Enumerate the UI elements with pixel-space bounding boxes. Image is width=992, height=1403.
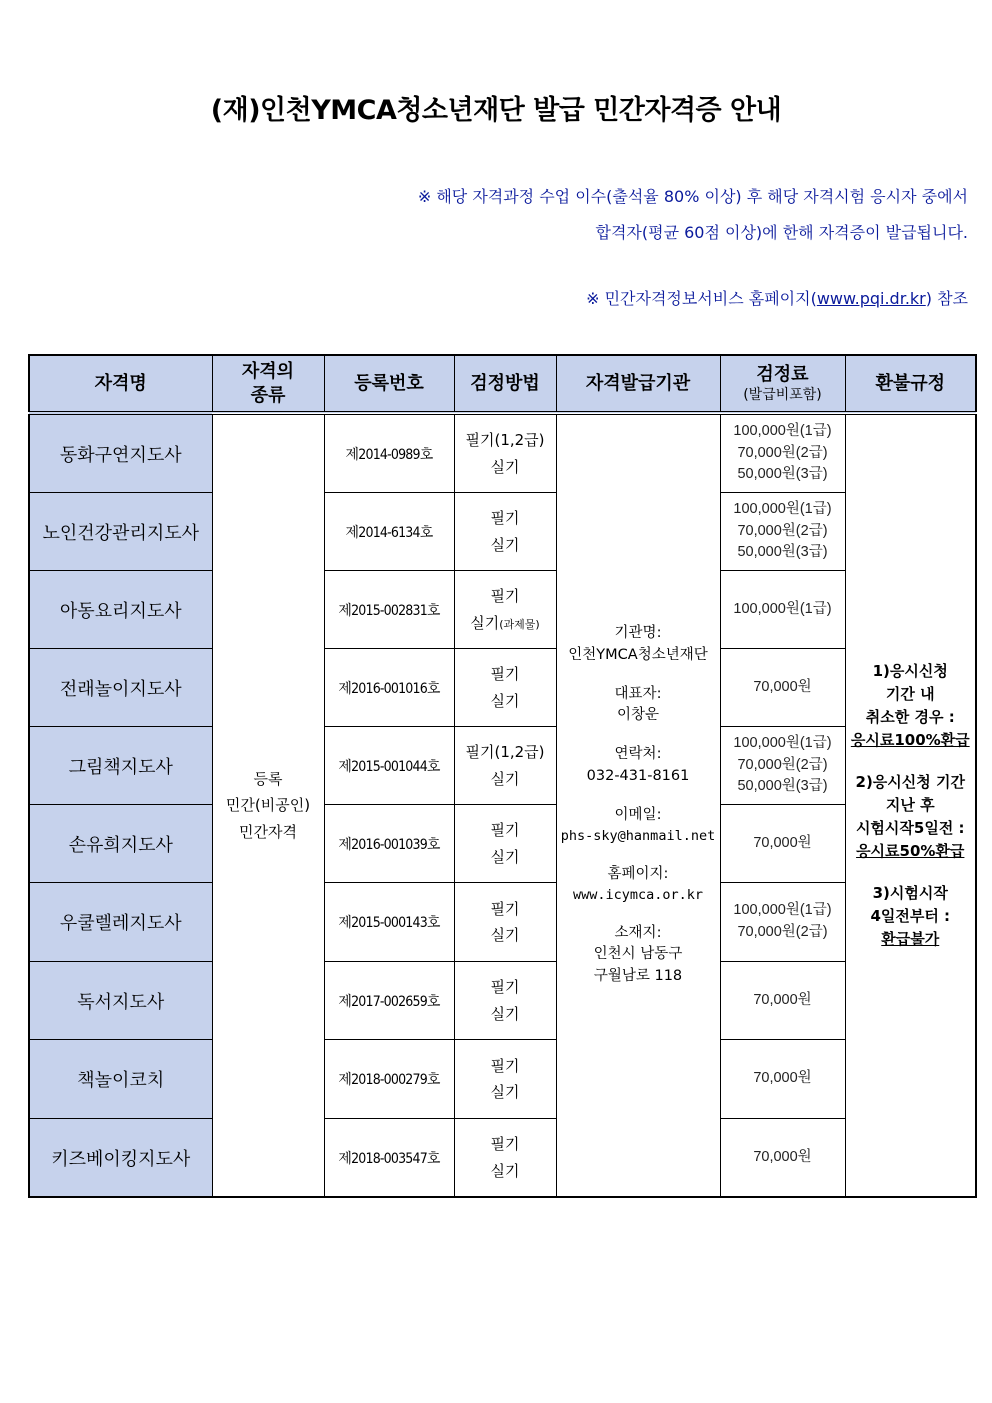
method-practical-line bbox=[455, 610, 556, 636]
method-practical-line bbox=[455, 1158, 556, 1184]
exam-method bbox=[454, 727, 556, 805]
method-practical: 실기 bbox=[490, 691, 520, 710]
org-name-label: 기관명: bbox=[614, 625, 662, 642]
org-rep: 이창운 bbox=[616, 707, 660, 724]
org-email[interactable]: phs-sky@hanmail.net bbox=[560, 828, 716, 845]
org-contact: 032-431-8161 bbox=[586, 767, 690, 784]
fee-item: 70,000원 bbox=[753, 991, 812, 1008]
spacer bbox=[557, 788, 720, 805]
registration-number: 제2016-001016호 bbox=[324, 649, 454, 727]
cert-type-line2: 민간(비공인) bbox=[225, 796, 311, 815]
fee-item: 50,000원(3급) bbox=[737, 466, 828, 483]
registration-number: 제2014-0989호 bbox=[324, 413, 454, 493]
exam-fee bbox=[720, 413, 845, 493]
method-practical: 실기 bbox=[490, 1083, 520, 1101]
method-written: 필기(1,2급) bbox=[465, 743, 545, 762]
fee-item: 50,000원(3급) bbox=[737, 544, 828, 561]
exam-method bbox=[454, 1040, 556, 1119]
exam-method bbox=[454, 571, 556, 649]
cert-name: 손유희지도사 bbox=[29, 805, 212, 883]
table-row bbox=[29, 1040, 976, 1119]
notice-suffix: ) 참조 bbox=[925, 289, 968, 308]
method-practical-line bbox=[455, 1001, 556, 1027]
method-practical: 실기 bbox=[490, 1161, 520, 1180]
fee-item: 100,000원(1급) bbox=[733, 902, 832, 919]
table-row bbox=[29, 649, 976, 727]
refund-policy-cell bbox=[845, 413, 976, 1197]
exam-fee bbox=[720, 805, 845, 883]
header-name: 자격명 bbox=[29, 355, 212, 413]
cert-name: 아동요리지도사 bbox=[29, 571, 212, 649]
fee-item: 100,000원(1급) bbox=[733, 500, 832, 517]
header-type bbox=[212, 355, 324, 413]
refund-r2-line3: 시험시작5일전 : bbox=[855, 819, 965, 838]
method-practical-line bbox=[455, 532, 556, 558]
registration-number: 제2015-000143호 bbox=[324, 883, 454, 962]
fee-item: 100,000원(1급) bbox=[733, 422, 832, 439]
org-homepage[interactable]: www.icymca.or.kr bbox=[572, 887, 704, 904]
exam-fee bbox=[720, 493, 845, 571]
method-practical: 실기 bbox=[490, 926, 520, 944]
cert-name: 독서지도사 bbox=[29, 962, 212, 1040]
cert-name: 동화구연지도사 bbox=[29, 413, 212, 493]
registration-number: 제2017-002659호 bbox=[324, 962, 454, 1040]
refund-r3-line3: 환급불가 bbox=[881, 930, 940, 949]
fee-item: 70,000원(2급) bbox=[737, 444, 828, 461]
exam-fee bbox=[720, 883, 845, 962]
cert-type-line1: 등록 bbox=[253, 770, 283, 789]
header-row bbox=[29, 355, 976, 413]
refund-r1-line3: 취소한 경우 : bbox=[865, 708, 955, 727]
fee-item: 70,000원(2급) bbox=[737, 756, 828, 773]
spacer bbox=[557, 727, 720, 744]
spacer bbox=[846, 864, 976, 882]
notice-prefix: ※ 민간자격정보서비스 홈페이지( bbox=[586, 289, 817, 308]
exam-method bbox=[454, 649, 556, 727]
refund-r2-line1: 2)응시신청 기간 bbox=[855, 772, 965, 791]
refund-r2-line2: 지난 후 bbox=[885, 795, 935, 814]
cert-name: 그림책지도사 bbox=[29, 727, 212, 805]
pqi-link[interactable]: www.pqi.dr.kr bbox=[816, 289, 926, 308]
method-practical-line bbox=[455, 766, 556, 792]
exam-method bbox=[454, 413, 556, 493]
exam-fee bbox=[720, 1119, 845, 1198]
registration-number: 제2018-000279호 bbox=[324, 1040, 454, 1119]
registration-number: 제2018-003547호 bbox=[324, 1119, 454, 1198]
spacer bbox=[557, 906, 720, 923]
method-practical-line bbox=[455, 454, 556, 480]
refund-r3-line2: 4일전부터 : bbox=[870, 906, 951, 925]
spacer bbox=[557, 847, 720, 864]
header-type-line1: 자격의 bbox=[241, 361, 295, 383]
page-title: (재)인천YMCA청소년재단 발급 민간자격증 안내 bbox=[210, 95, 782, 126]
fee-item: 70,000원 bbox=[753, 834, 812, 851]
exam-fee bbox=[720, 1040, 845, 1119]
fee-item: 100,000원(1급) bbox=[733, 600, 832, 617]
registration-number: 제2015-001044호 bbox=[324, 727, 454, 805]
refund-r1-line4: 응시료100%환급 bbox=[850, 731, 970, 750]
method-practical-line bbox=[455, 844, 556, 870]
method-practical: 실기 bbox=[490, 1004, 520, 1023]
method-written: 필기 bbox=[490, 978, 520, 997]
method-practical: 실기 bbox=[490, 847, 520, 866]
issuing-org-cell bbox=[556, 413, 720, 1197]
cert-name: 전래놀이지도사 bbox=[29, 649, 212, 727]
exam-method bbox=[454, 493, 556, 571]
notice-line-2: 합격자(평균 60점 이상)에 한해 자격증이 발급됩니다. bbox=[595, 223, 968, 242]
org-address-line1: 인천시 남동구 bbox=[593, 946, 683, 963]
registration-number: 제2016-001039호 bbox=[324, 805, 454, 883]
header-refund: 환불규정 bbox=[845, 355, 976, 413]
refund-r1-line2: 기간 내 bbox=[885, 684, 935, 703]
exam-fee bbox=[720, 727, 845, 805]
refund-r1-line1: 1)응시신청 bbox=[872, 661, 948, 680]
method-written: 필기 bbox=[490, 1056, 520, 1075]
notice-line-1: ※ 해당 자격과정 수업 이수(출석율 80% 이상) 후 해당 자격시험 응시자 중에서 bbox=[417, 187, 968, 206]
fee-item: 50,000원(3급) bbox=[737, 778, 828, 795]
table-row bbox=[29, 805, 976, 883]
exam-fee bbox=[720, 649, 845, 727]
method-written: 필기 bbox=[490, 821, 520, 840]
method-practical: 실기 bbox=[470, 613, 500, 632]
notice-line-3 bbox=[586, 286, 968, 309]
header-fee-label: 검정료 bbox=[756, 364, 809, 386]
table-row bbox=[29, 493, 976, 571]
table-row bbox=[29, 571, 976, 649]
cert-name: 키즈베이킹지도사 bbox=[29, 1119, 212, 1198]
org-contact-label: 연락처: bbox=[614, 746, 662, 763]
exam-method bbox=[454, 1119, 556, 1198]
method-practical: 실기 bbox=[490, 535, 520, 554]
header-org: 자격발급기관 bbox=[556, 355, 720, 413]
cert-name: 책놀이코치 bbox=[29, 1040, 212, 1119]
spacer bbox=[846, 753, 976, 771]
org-email-label: 이메일: bbox=[614, 806, 662, 823]
exam-method bbox=[454, 962, 556, 1040]
exam-fee bbox=[720, 571, 845, 649]
cert-type-line3: 민간자격 bbox=[239, 822, 297, 841]
method-written: 필기 bbox=[490, 1135, 520, 1154]
exam-fee bbox=[720, 962, 845, 1040]
table-row bbox=[29, 1119, 976, 1198]
table-row bbox=[29, 727, 976, 805]
org-name: 인천YMCA청소년재단 bbox=[568, 646, 708, 663]
cert-name: 우쿨렐레지도사 bbox=[29, 883, 212, 962]
method-written: 필기 bbox=[490, 665, 520, 684]
method-written: 필기 bbox=[490, 509, 520, 528]
table-row bbox=[29, 962, 976, 1040]
method-practical-line bbox=[455, 1079, 556, 1105]
org-address-line2: 구월남로 118 bbox=[593, 968, 683, 985]
refund-r3-line1: 3)시험시작 bbox=[872, 883, 948, 902]
header-method: 검정방법 bbox=[454, 355, 556, 413]
fee-item: 70,000원(2급) bbox=[737, 924, 828, 940]
header-fee-sub: (발급비포함) bbox=[743, 386, 822, 403]
exam-method bbox=[454, 883, 556, 962]
registration-number: 제2015-002831호 bbox=[324, 571, 454, 649]
org-address-label: 소재지: bbox=[614, 924, 662, 941]
method-written: 필기(1,2급) bbox=[465, 431, 545, 450]
fee-item: 70,000원 bbox=[753, 1148, 812, 1165]
method-written: 필기 bbox=[490, 899, 520, 918]
method-note: (과제물) bbox=[499, 617, 540, 631]
header-fee bbox=[720, 355, 845, 413]
registration-number: 제2014-6134호 bbox=[324, 493, 454, 571]
cert-name: 노인건강관리지도사 bbox=[29, 493, 212, 571]
org-rep-label: 대표자: bbox=[614, 685, 662, 702]
method-written: 필기 bbox=[490, 587, 520, 606]
certificate-table bbox=[28, 354, 977, 1198]
header-reg: 등록번호 bbox=[324, 355, 454, 413]
fee-item: 70,000원 bbox=[753, 1070, 812, 1087]
fee-item: 70,000원 bbox=[753, 678, 812, 695]
method-practical: 실기 bbox=[490, 769, 520, 788]
fee-item: 70,000원(2급) bbox=[737, 522, 828, 539]
spacer bbox=[557, 667, 720, 684]
method-practical-line bbox=[455, 688, 556, 714]
org-homepage-label: 홈페이지: bbox=[607, 865, 669, 882]
header-type-line2: 종류 bbox=[250, 384, 286, 406]
method-practical-line bbox=[455, 922, 556, 948]
method-practical: 실기 bbox=[490, 457, 520, 476]
table-row bbox=[29, 883, 976, 962]
fee-item: 100,000원(1급) bbox=[733, 734, 832, 751]
cert-type-cell bbox=[212, 413, 324, 1197]
table-row bbox=[29, 413, 976, 493]
refund-r2-line4: 응시료50%환급 bbox=[856, 842, 965, 861]
exam-method bbox=[454, 805, 556, 883]
